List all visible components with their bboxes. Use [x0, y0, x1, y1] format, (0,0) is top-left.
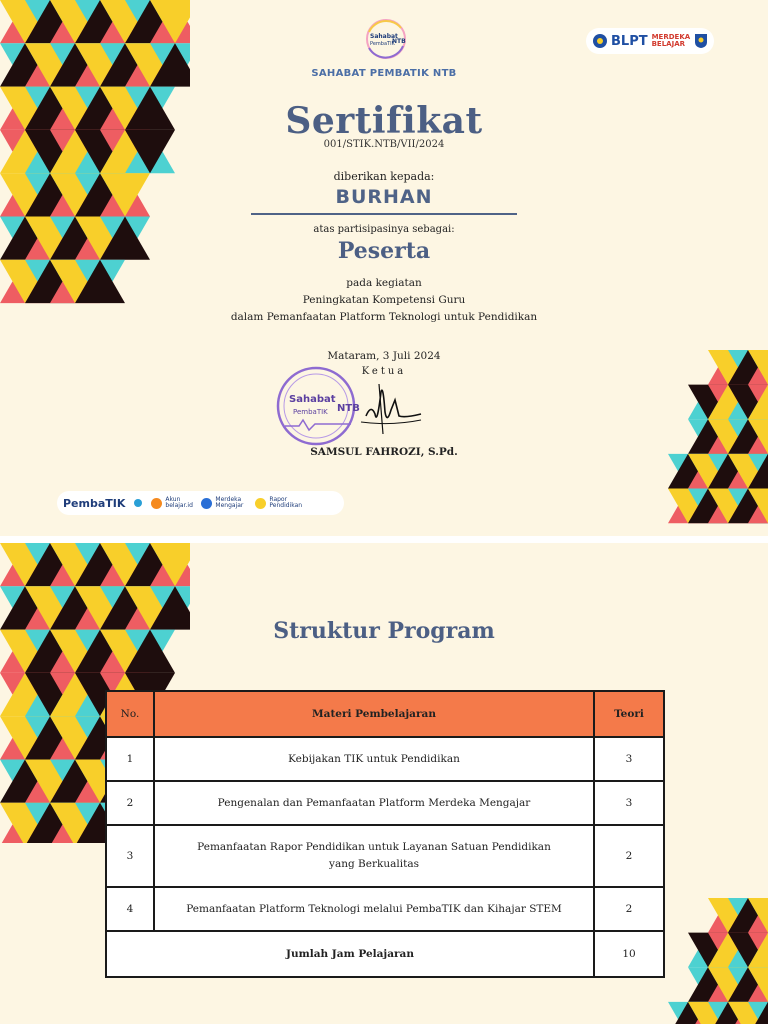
participant-role: Peserta — [337, 238, 431, 264]
certificate-number: 001/STIK.NTB/VII/2024 — [323, 139, 445, 150]
stamp-and-signature — [271, 364, 431, 454]
table-header-row — [106, 691, 664, 737]
triangle-pattern-right — [668, 350, 768, 536]
program-page — [0, 543, 768, 1024]
event-intro: pada kegiatan — [346, 277, 422, 289]
table-row — [106, 737, 664, 781]
name-underline — [251, 213, 517, 215]
kemendikbud-icon — [592, 33, 608, 49]
given-to-label: diberikan kepada: — [333, 170, 435, 183]
row-materi: Pemanfaatan Platform Teknologi melalui PembaTIK dan Kihajar STEM — [154, 887, 594, 931]
blpt-text: BLPT — [611, 33, 648, 49]
pembatik-logo: PembaTIK — [63, 496, 126, 510]
ntb-emblem-icon — [694, 33, 708, 49]
total-value: 10 — [594, 931, 664, 977]
row-no: 1 — [106, 737, 154, 781]
row-no: 4 — [106, 887, 154, 931]
header-no: No. — [106, 691, 154, 737]
blpt-merdeka-belajar-logo — [586, 28, 714, 54]
svg-text:PembaTIK: PembaTIK — [293, 408, 328, 416]
brand-caption: SAHABAT PEMBATIK NTB — [311, 68, 457, 79]
header-materi: Materi Pembelajaran — [154, 691, 594, 737]
row-no: 3 — [106, 825, 154, 887]
event-line-1: Peningkatan Kompetensi Guru — [302, 294, 466, 306]
header-teori: Teori — [594, 691, 664, 737]
partner-logos-strip — [57, 491, 344, 515]
svg-text:Sahabat: Sahabat — [289, 394, 336, 405]
total-label: Jumlah Jam Pelajaran — [106, 931, 594, 977]
signer-title: Ketua — [361, 366, 407, 377]
signer-name: SAMSUL FAHROZI, S.Pd. — [310, 446, 458, 458]
program-table — [105, 690, 665, 978]
svg-text:Sahabat: Sahabat — [370, 33, 398, 40]
event-description — [0, 275, 768, 326]
svg-text:PembaTIK: PembaTIK — [370, 41, 395, 47]
row-teori: 2 — [594, 825, 664, 887]
page-separator — [0, 536, 768, 543]
row-no: 2 — [106, 781, 154, 825]
recipient-name: BURHAN — [335, 186, 433, 208]
row-materi: Pemanfaatan Rapor Pendidikan untuk Layanan Satuan Pendidikan yang Berkualitas — [154, 825, 594, 887]
table-row — [106, 825, 664, 887]
svg-text:NTB: NTB — [337, 403, 360, 414]
sahabat-pembatik-logo — [361, 18, 411, 60]
sun-icon — [131, 496, 145, 510]
certificate-title: Sertifikat — [285, 100, 483, 142]
svg-text:NTB: NTB — [392, 38, 406, 45]
merdeka-belajar-text: MERDEKA BELAJAR — [651, 33, 691, 48]
rapor-pendidikan-logo: Rapor Pendidikan — [255, 497, 303, 509]
table-row — [106, 781, 664, 825]
row-teori: 2 — [594, 887, 664, 931]
row-teori: 3 — [594, 737, 664, 781]
row-materi: Pengenalan dan Pemanfaatan Platform Merdeka Mengajar — [154, 781, 594, 825]
total-row — [106, 931, 664, 977]
triangle-pattern-bottom-right — [668, 898, 768, 1024]
belajar-id-logo: Akun belajar.id — [151, 497, 195, 509]
place-date: Mataram, 3 Juli 2024 — [327, 350, 441, 362]
event-line-2: dalam Pemanfaatan Platform Teknologi untuk Pendidikan — [230, 311, 538, 323]
program-title: Struktur Program — [273, 618, 495, 644]
participation-label: atas partisipasinya sebagai: — [313, 224, 455, 235]
merdeka-mengajar-logo: Merdeka Mengajar — [201, 497, 249, 509]
row-materi: Kebijakan TIK untuk Pendidikan — [154, 737, 594, 781]
table-row — [106, 887, 664, 931]
row-teori: 3 — [594, 781, 664, 825]
